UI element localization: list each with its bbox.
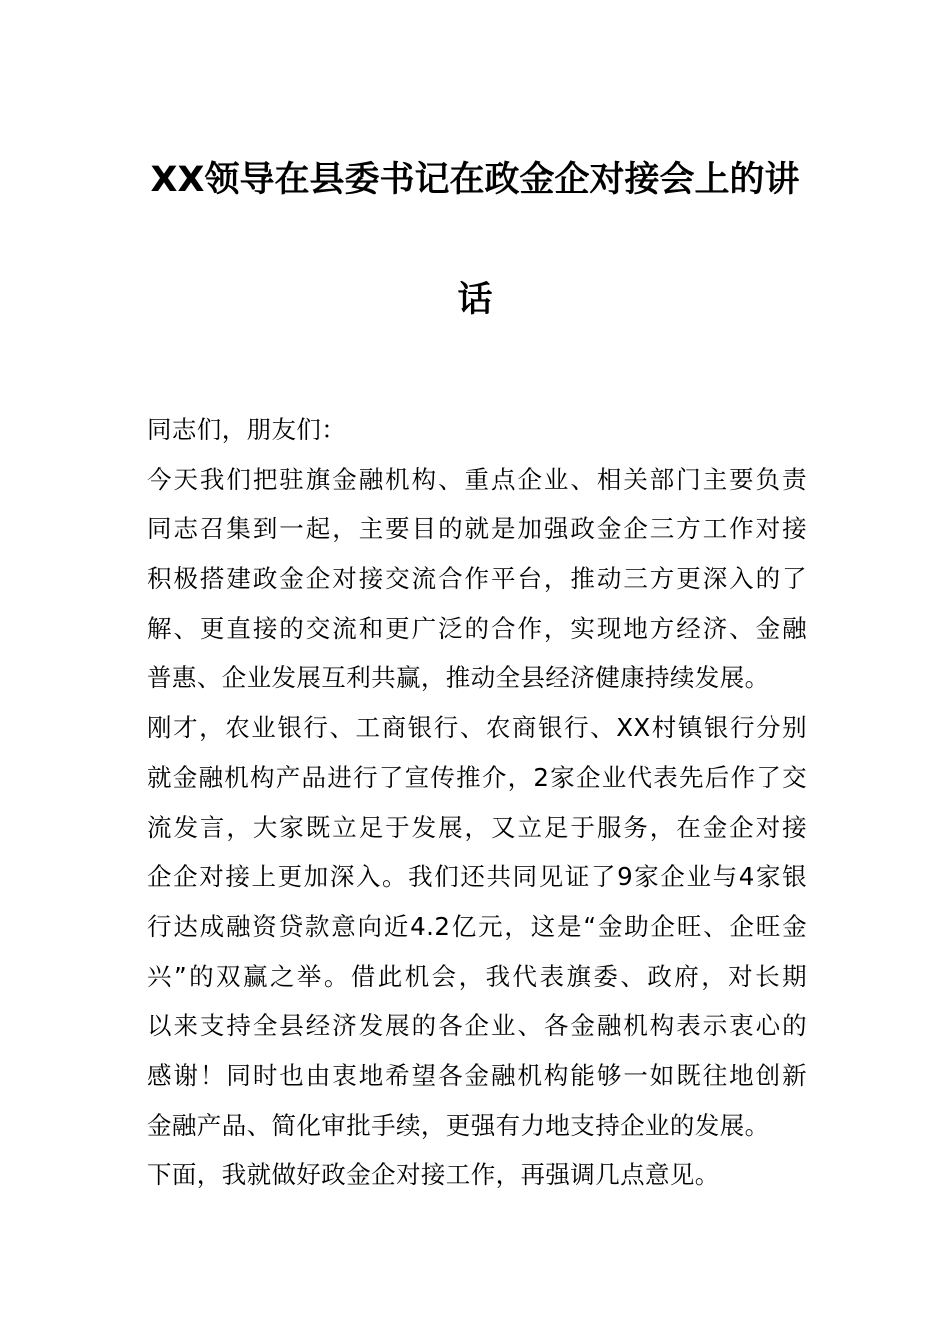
paragraph-line: 行达成融资贷款意向近4.2亿元，这是“金助企旺、企旺金 xyxy=(147,912,807,941)
paragraph-line: 普惠、企业发展互利共赢，推动全县经济健康持续发展。 xyxy=(147,663,770,692)
paragraph-line: 今天我们把驻旗金融机构、重点企业、相关部门主要负责 xyxy=(147,465,807,494)
document-title-line-1: XX领导在县委书记在政金企对接会上的讲 xyxy=(150,160,800,200)
salutation: 同志们，朋友们： xyxy=(147,415,347,444)
paragraph-line: 同志召集到一起，主要目的就是加强政金企三方工作对接 xyxy=(147,514,807,543)
paragraph-line: 解、更直接的交流和更广泛的合作，实现地方经济、金融 xyxy=(147,614,807,643)
paragraph-line: 兴”的双赢之举。借此机会，我代表旗委、政府，对长期 xyxy=(147,962,807,991)
paragraph-line: 金融产品、简化审批手续，更强有力地支持企业的发展。 xyxy=(147,1111,770,1140)
paragraph-line: 流发言，大家既立足于发展，又立足于服务，在金企对接 xyxy=(147,813,807,842)
paragraph-line: 就金融机构产品进行了宣传推介，2家企业代表先后作了交 xyxy=(147,763,807,792)
paragraph-line: 企企对接上更加深入。我们还共同见证了9家企业与4家银 xyxy=(147,862,807,891)
paragraph-line: 刚才，农业银行、工商银行、农商银行、XX村镇银行分别 xyxy=(147,713,807,742)
paragraph-line: 以来支持全县经济发展的各企业、各金融机构表示衷心的 xyxy=(147,1011,807,1040)
paragraph-line: 下面，我就做好政金企对接工作，再强调几点意见。 xyxy=(147,1160,720,1189)
paragraph-line: 感谢！同时也由衷地希望各金融机构能够一如既往地创新 xyxy=(147,1061,807,1090)
paragraph-line: 积极搭建政金企对接交流合作平台，推动三方更深入的了 xyxy=(147,564,807,593)
document-title-line-2: 话 xyxy=(457,280,493,320)
